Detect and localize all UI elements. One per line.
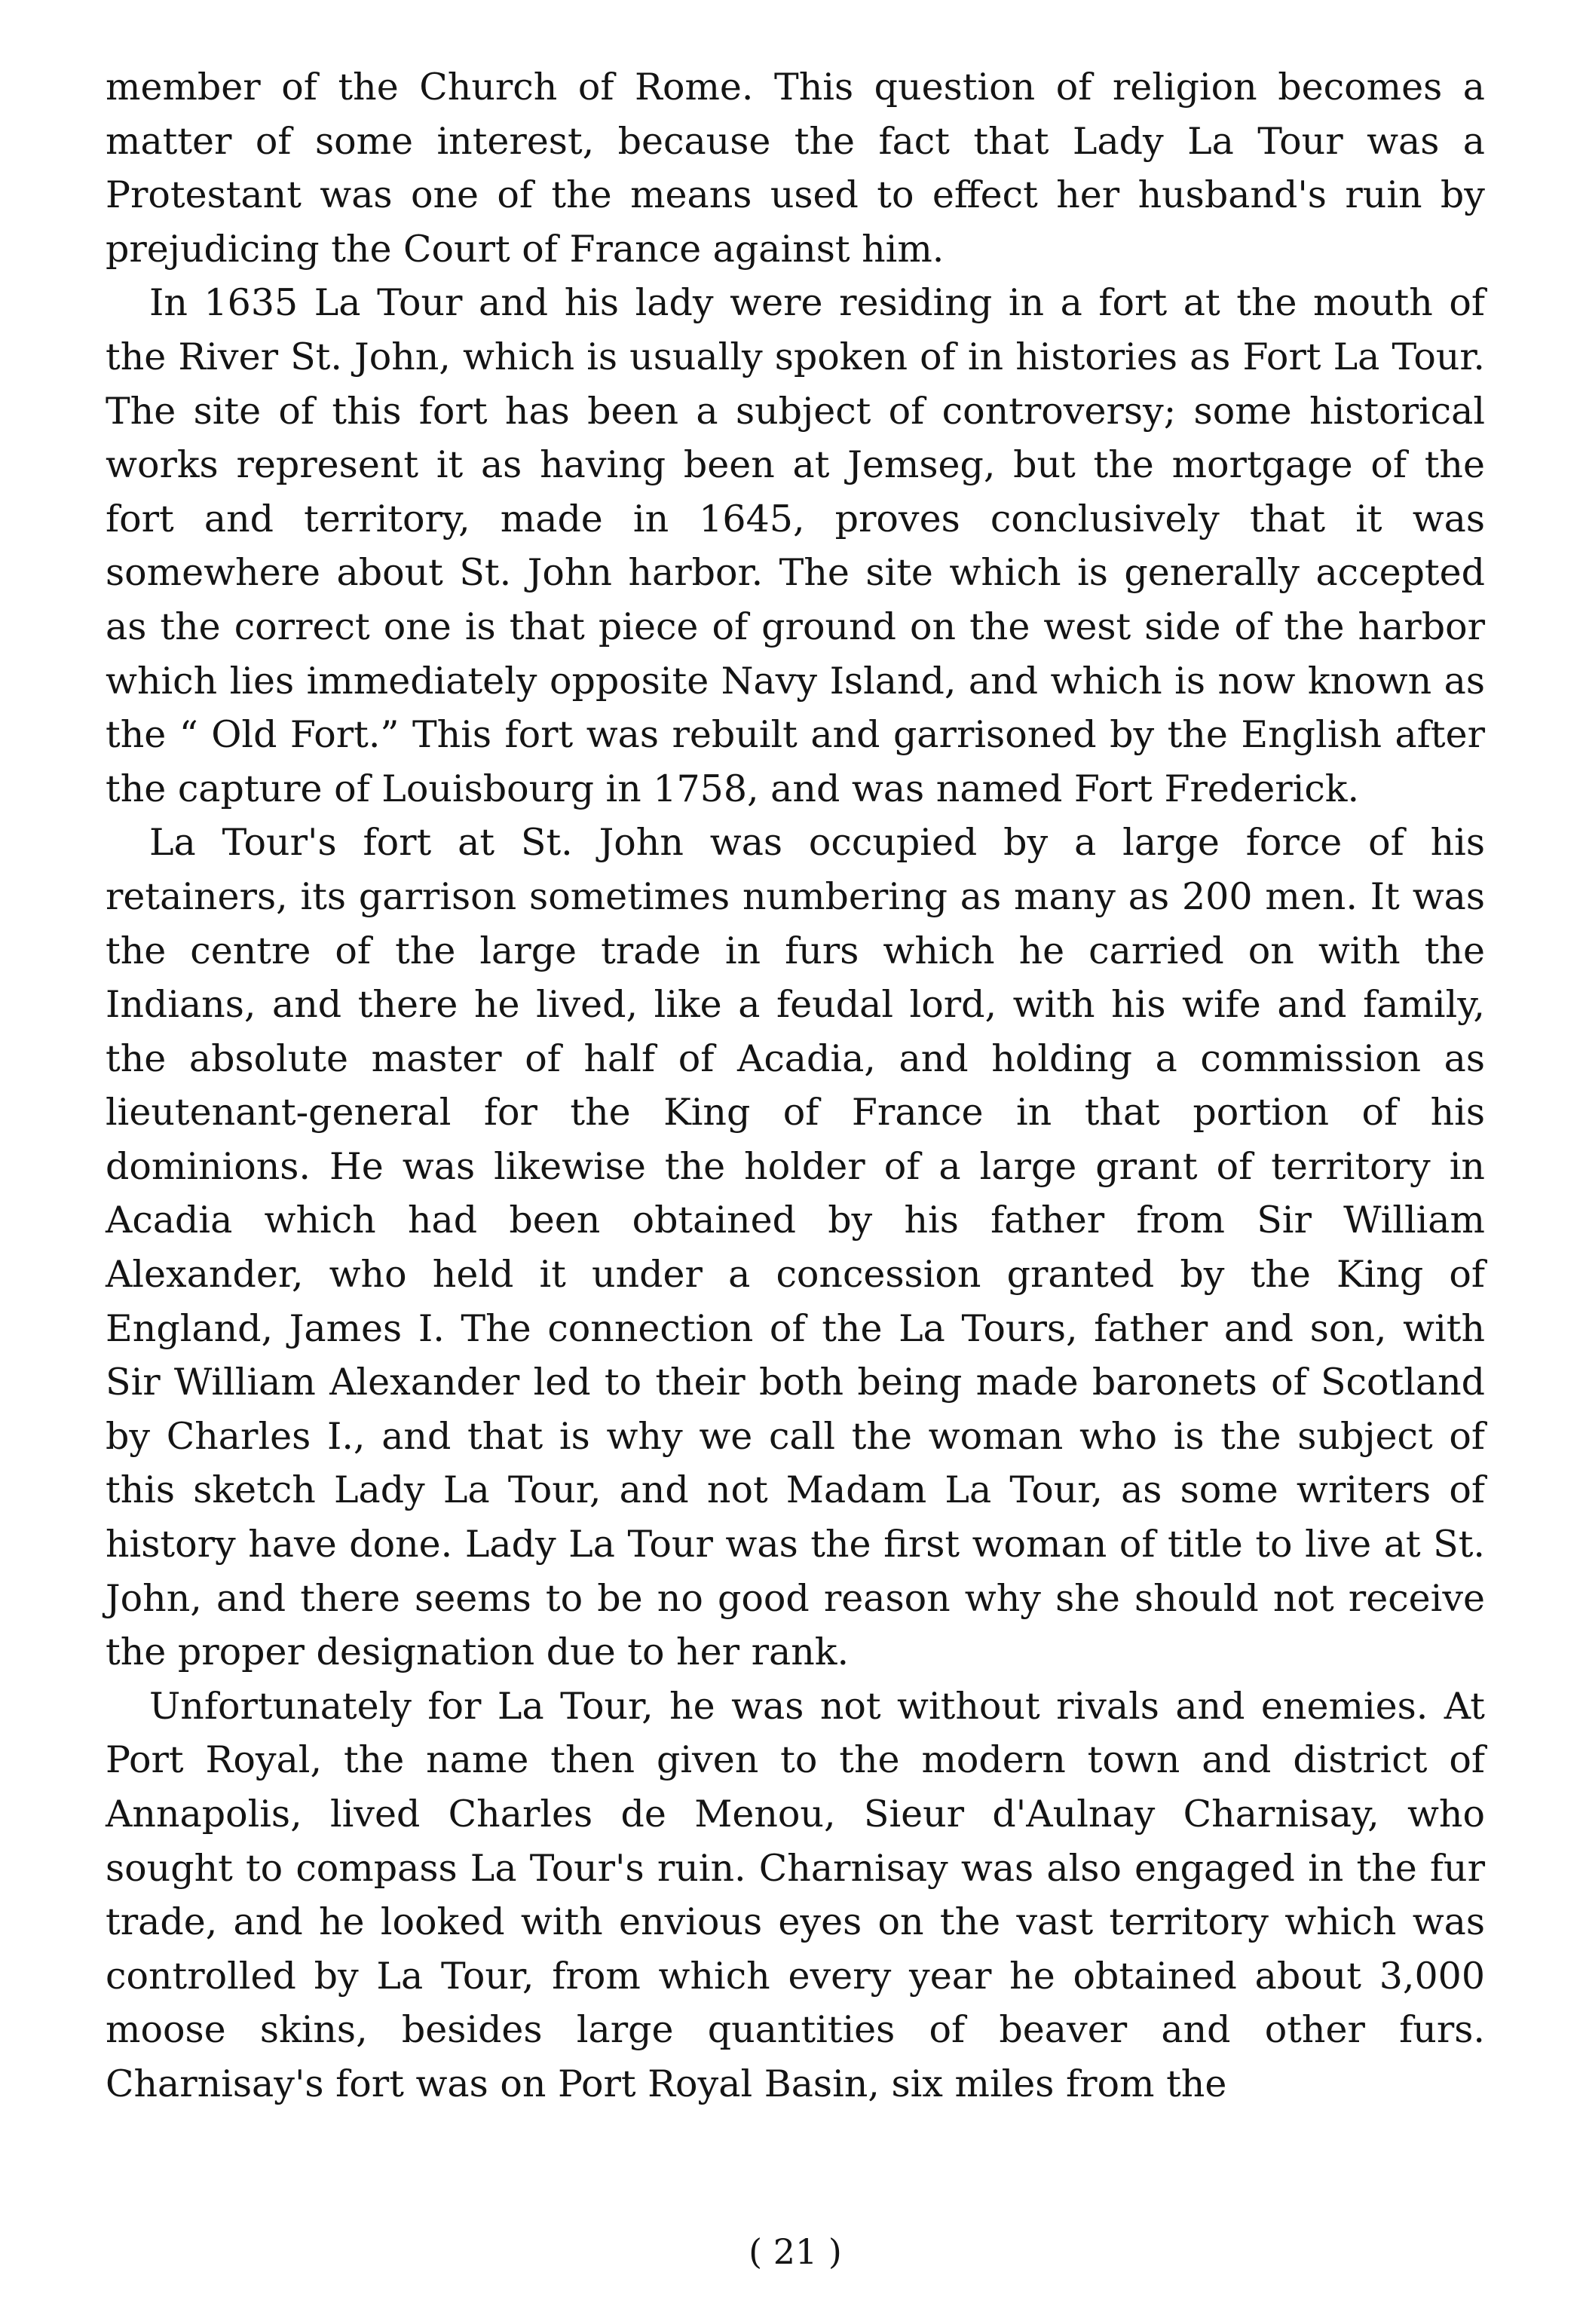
page-number: ( 21 ) — [749, 2231, 842, 2272]
paragraph-continuation: member of the Church of Rome. This question of religion becomes a matter of some interest, because the fact that Lady La Tour was a Protestant was one of the means used to effect her husband's ruin by prejudicing the Court of France against him. — [106, 66, 1485, 271]
paragraph-fort-st-john: La Tour's fort at St. John was occupied by a large force of his retainers, its garrison sometimes numbering as many as 200 men. It was the centre of the large trade in furs which he carried on with the Indians, and there he lived, like a feudal lord, with his wife and family, the absolute master of half of Acadia, and holding a commission as lieutenant-general for the King of France in that portion of his dominions. He was likewise the holder of a large grant of territory in Acadia which had been obtained by his father from Sir William Alexander, who held it under a concession granted by the King of England, James I. The connection of the La Tours, father and son, with Sir William Alexander led to their both being made baronets of Scotland by Charles I., and that is why we call the woman who is the subject of this sketch Lady La Tour, and not Madam La Tour, as some writers of history have done. Lady La Tour was the first woman of title to live at St. John, and there seems to be no good reason why she should not receive the proper designation due to her rank. — [106, 821, 1485, 1674]
paragraph-fort-la-tour: In 1635 La Tour and his lady were residing in a fort at the mouth of the River St. John, which is usually spoken of in histories as Fort La Tour. The site of this fort has been a subject of controversy; some historical works represent it as having been at Jemseg, but the mortgage of the fort and territory, made in 1645, proves conclusively that it was somewhere about St. John harbor. The site which is generally accepted as the correct one is that piece of ground on the west side of the harbor which lies immediately opposite Navy Island, and which is now known as the “ Old Fort.” This fort was rebuilt and garrisoned by the English after the capture of Louisbourg in 1758, and was named Fort Frederick. — [106, 281, 1485, 810]
page — [106, 60, 1485, 2292]
paragraph-rivals: Unfortunately for La Tour, he was not without rivals and enemies. At Port Royal, the name then given to the modern town and district of Annapolis, lived Charles de Menou, Sieur d'Aulnay Charnisay, who sought to compass La Tour's ruin. Charnisay was also engaged in the fur trade, and he looked with envious eyes on the vast territory which was controlled by La Tour, from which every year he obtained about 3,000 moose skins, besides large quantities of beaver and other furs. Charnisay's fort was on Port Royal Basin, six miles from the — [106, 1684, 1485, 2105]
body-text — [106, 60, 1485, 2111]
